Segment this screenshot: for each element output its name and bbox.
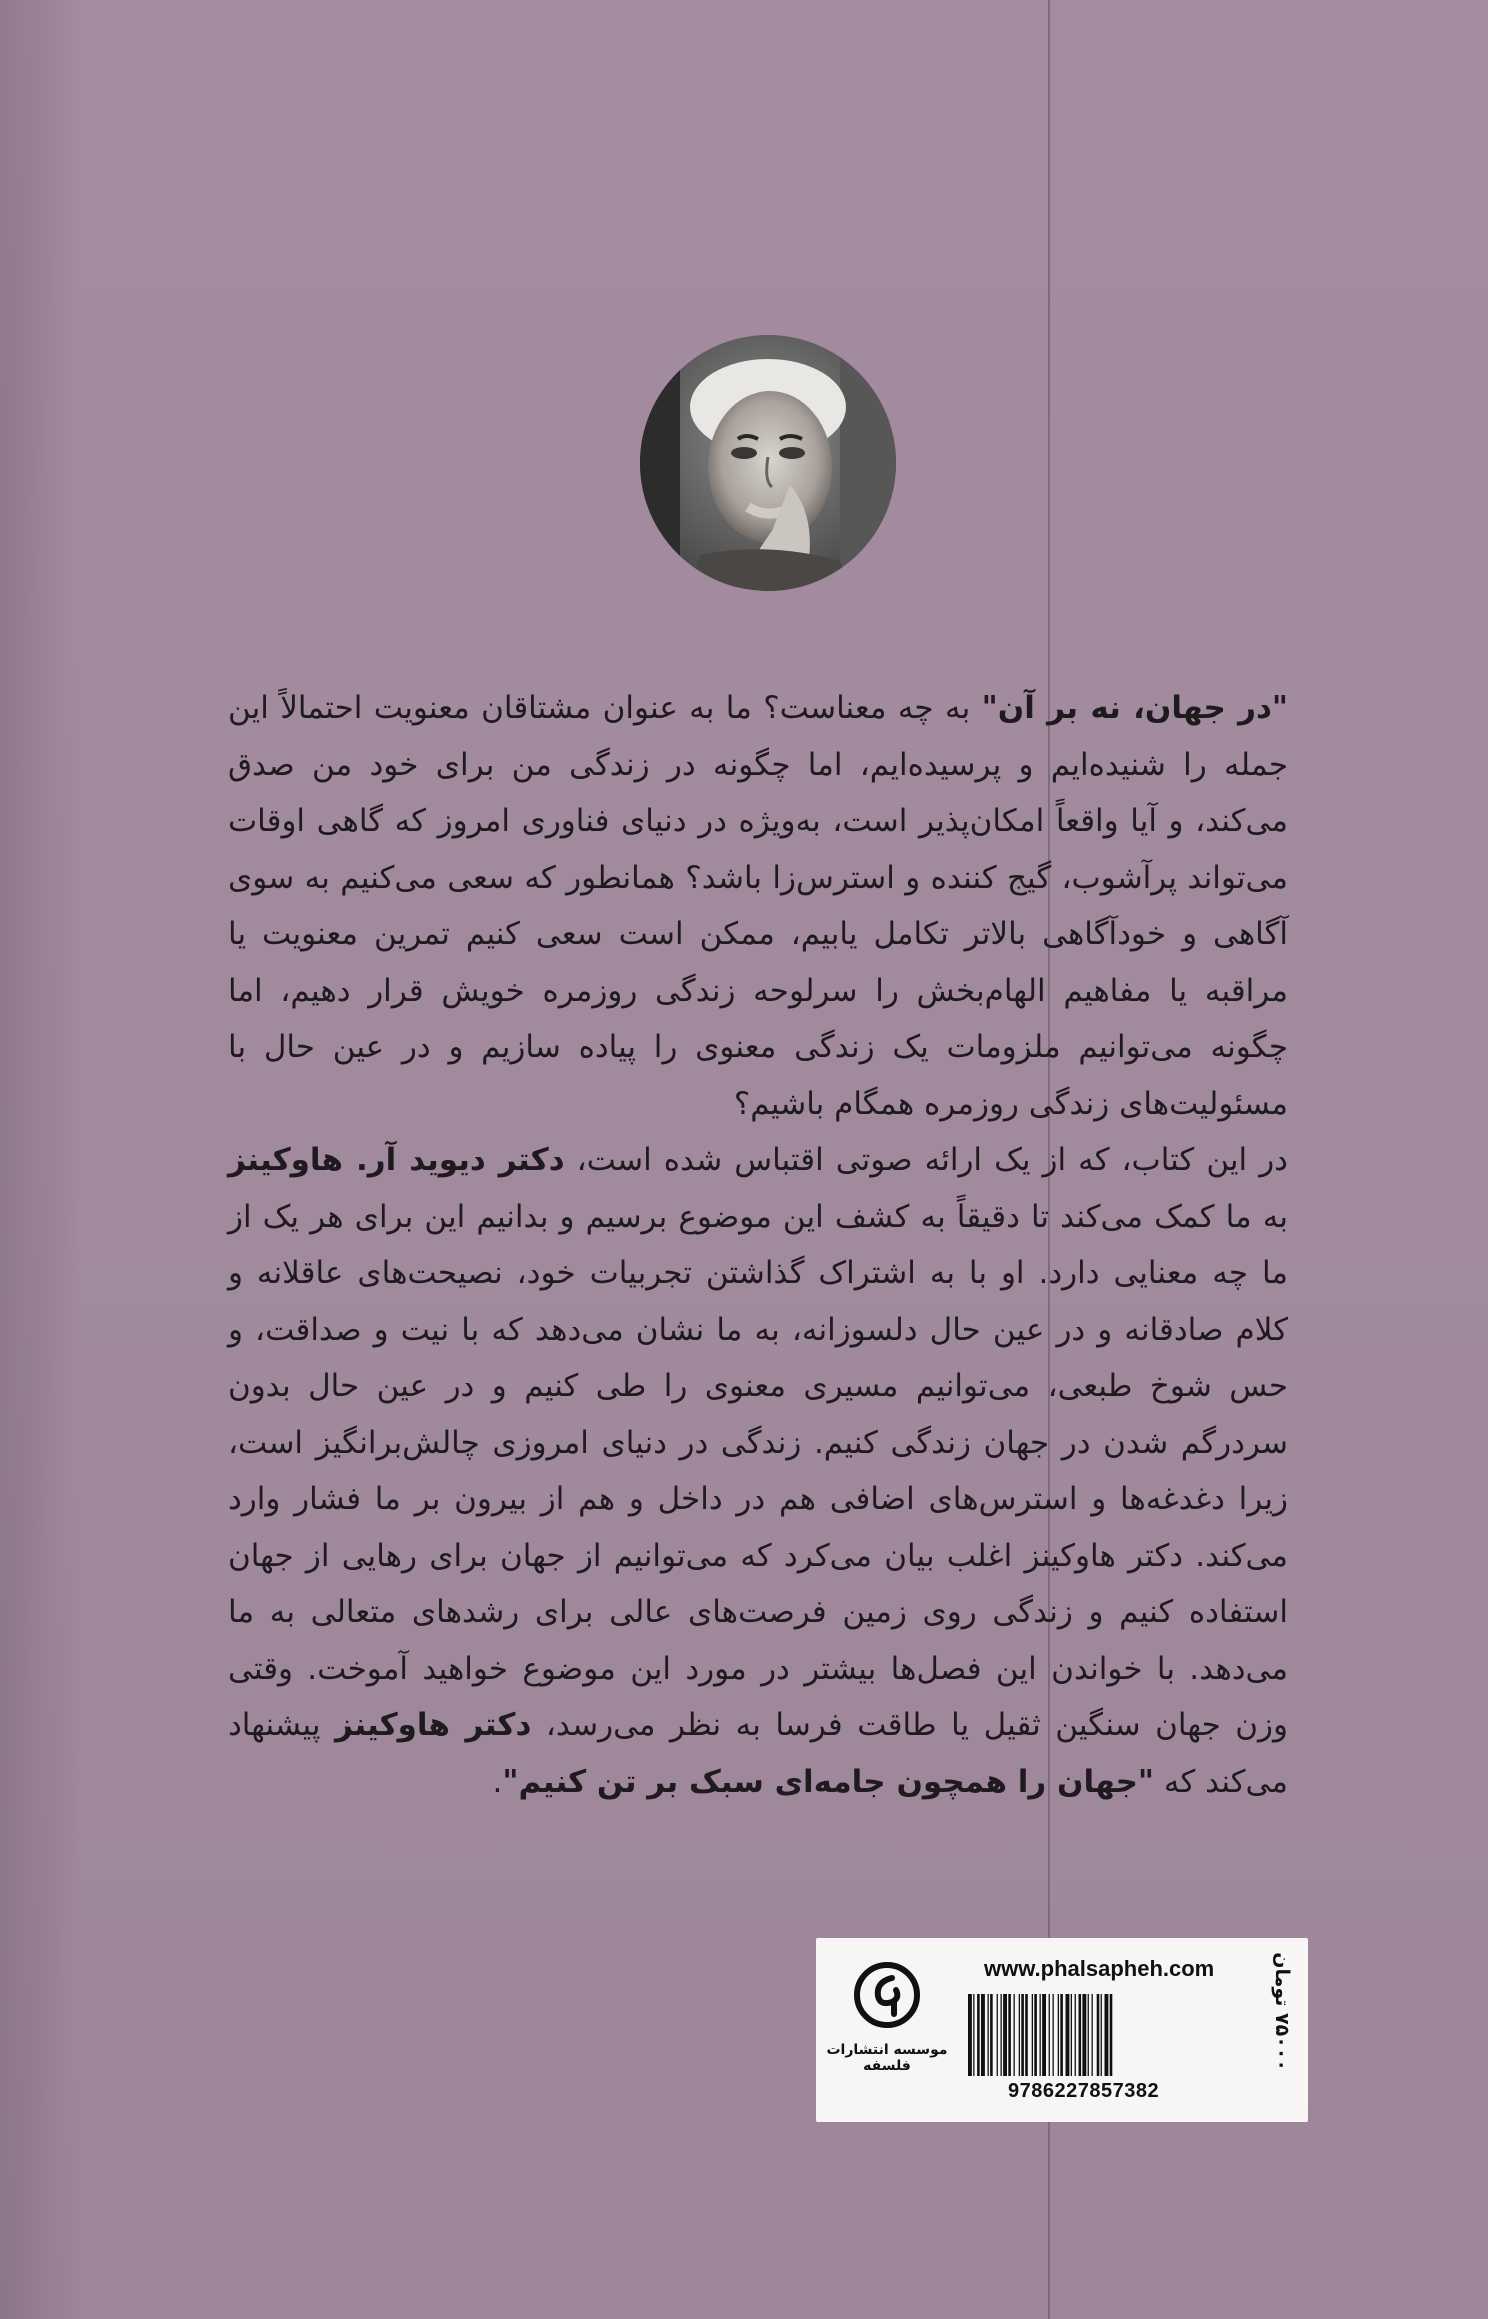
blurb-paragraph-2-before: در این کتاب، که از یک ارائه صوتی اقتباس شده است، [564,1142,1288,1178]
publisher-website: www.phalsapheh.com [984,1956,1215,1981]
isbn-barcode [968,1994,1248,2076]
publisher-name: موسسه انتشارات فلسفه [826,2042,948,2074]
back-cover-blurb [228,680,1288,1810]
author-portrait-image [640,335,896,591]
blurb-end: . [492,1763,503,1800]
isbn-number: 9786227857382 [1008,2080,1160,2102]
price-label: ۷۵۰۰۰ تومان [1271,1952,1293,2071]
author-name-short: دکتر هاوکینز [335,1707,532,1743]
blurb-closing-quote: "جهان را همچون جامه‌ای سبک بر تن کنیم" [502,1763,1155,1800]
blurb-paragraph-1 [228,680,1288,1132]
barcode-label [816,1938,1308,2122]
publisher-logo-icon [854,1962,920,2028]
blurb-paragraph-2-body: به ما کمک می‌کند تا دقیقاً به کشف این موضوع برسیم و بدانیم این برای هر یک از ما چه معنایی دارد. او با به اشتراک گذاشتن تجربیات خود، نصیحت‌های عاقلانه و کلام صادقانه و در عین حال دلسوزانه، به ما نشان می‌دهد که با نیت و صداقت، و حس شوخ طبعی، می‌توانیم مسیری معنوی را طی کنیم و در عین حال بدون سردرگم شدن در جهان زندگی کنیم. زندگی در دنیای امروزی چالش‌برانگیز است، زیرا دغدغه‌ها و استرس‌های اضافی هم در داخل و هم از بیرون بر ما فشار وارد می‌کند. دکتر هاوکینز اغلب بیان می‌کرد که می‌توانیم از جهان برای رهایی از جهان استفاده کنیم و زندگی روی زمین فرصت‌های عالی برای رشدهای متعالی به ما می‌دهد. با خواندن این فصل‌ها بیشتر در مورد این موضوع خواهید آموخت. وقتی وزن جهان سنگین ثقیل یا طاقت فرسا به نظر می‌رسد، [228,1198,1288,1743]
author-portrait [640,335,896,591]
blurb-paragraph-1-text: به چه معناست؟ ما به عنوان مشتاقان معنویت احتمالاً این جمله را شنیده‌ایم و پرسیده‌ایم، اما چگونه در زندگی من برای خود من صدق می‌کند، و آیا واقعاً امکان‌پذیر است، به‌ویژه در دنیای فناوری امروز که گاهی اوقات می‌تواند پرآشوب، گیج کننده و استرس‌زا باشد؟ همانطور که سعی می‌کنیم به سوی آگاهی و خودآگاهی بالاتر تکامل یابیم، ممکن است سعی کنیم تمرین معنویت یا مراقبه یا مفاهیم الهام‌بخش را سرلوحه زندگی روزمره خویش قرار دهیم، اما چگونه می‌توانیم ملزومات یک زندگی معنوی را پیاده سازیم و در عین حال با مسئولیت‌های زندگی روزمره همگام باشیم؟ [228,690,1288,1122]
author-name: دکتر دیوید آر. هاوکینز [228,1142,565,1178]
blurb-opening-quote: "در جهان، نه بر آن" [981,690,1289,726]
blurb-paragraph-2 [228,1132,1288,1810]
blurb-suggest-text: پیشنهاد می‌کند که [228,1707,1288,1800]
